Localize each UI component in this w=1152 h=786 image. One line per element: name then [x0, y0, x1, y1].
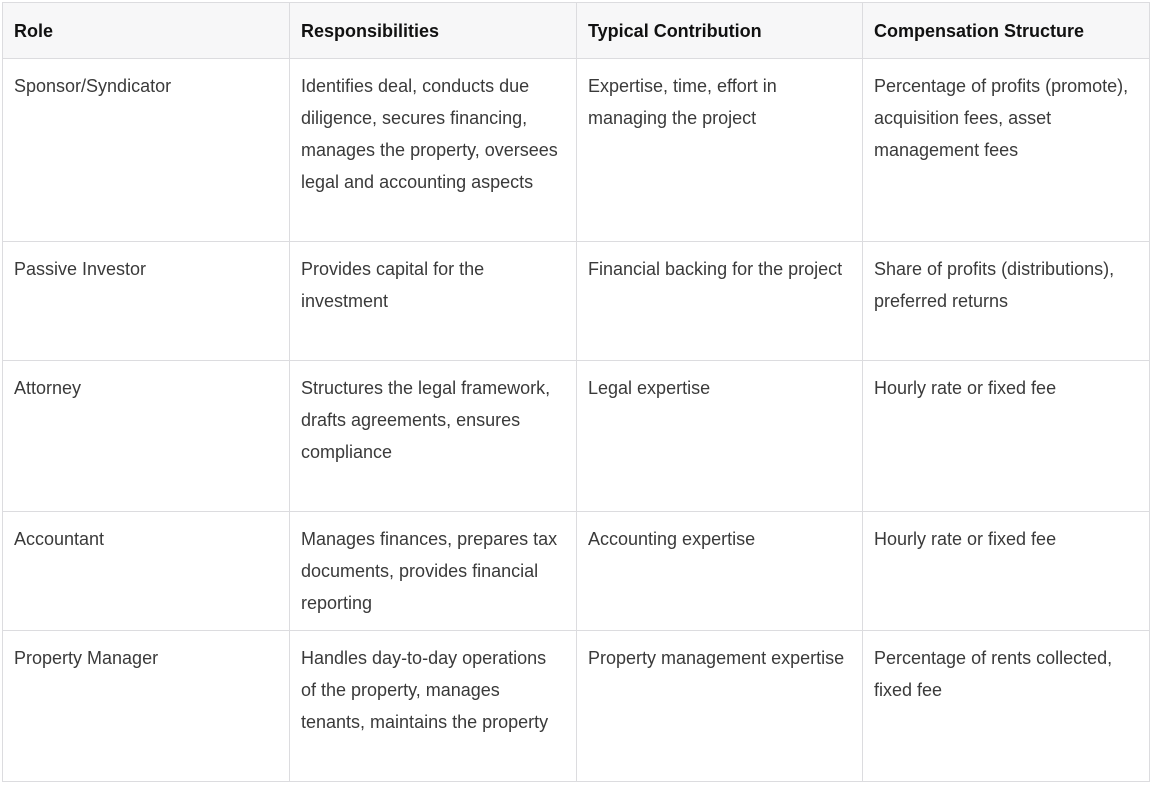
table-body [3, 59, 1150, 782]
cell-compensation: Percentage of profits (promote), acquisition fees, asset management fees [863, 59, 1150, 242]
cell-role: Property Manager [3, 631, 290, 782]
cell-responsibilities: Identifies deal, conducts due diligence, secures financing, manages the property, oversees legal and accounting aspects [290, 59, 577, 242]
table-row [3, 631, 1150, 782]
header-typical-contribution: Typical Contribution [577, 3, 863, 59]
table-row [3, 59, 1150, 242]
roles-table-container [2, 2, 1149, 782]
header-row [3, 3, 1150, 59]
cell-contribution: Financial backing for the project [577, 242, 863, 361]
cell-contribution: Legal expertise [577, 361, 863, 512]
cell-compensation: Share of profits (distributions), preferred returns [863, 242, 1150, 361]
cell-compensation: Hourly rate or fixed fee [863, 361, 1150, 512]
table-row [3, 512, 1150, 631]
cell-responsibilities: Handles day-to-day operations of the property, manages tenants, maintains the property [290, 631, 577, 782]
cell-role: Accountant [3, 512, 290, 631]
cell-role: Sponsor/Syndicator [3, 59, 290, 242]
cell-compensation: Hourly rate or fixed fee [863, 512, 1150, 631]
cell-responsibilities: Manages finances, prepares tax documents, provides financial reporting [290, 512, 577, 631]
cell-role: Passive Investor [3, 242, 290, 361]
cell-compensation: Percentage of rents collected, fixed fee [863, 631, 1150, 782]
cell-contribution: Property management expertise [577, 631, 863, 782]
header-compensation-structure: Compensation Structure [863, 3, 1150, 59]
cell-contribution: Accounting expertise [577, 512, 863, 631]
roles-table [2, 2, 1150, 782]
cell-responsibilities: Structures the legal framework, drafts agreements, ensures compliance [290, 361, 577, 512]
header-role: Role [3, 3, 290, 59]
cell-responsibilities: Provides capital for the investment [290, 242, 577, 361]
cell-role: Attorney [3, 361, 290, 512]
cell-contribution: Expertise, time, effort in managing the project [577, 59, 863, 242]
table-row [3, 361, 1150, 512]
header-responsibilities: Responsibilities [290, 3, 577, 59]
table-row [3, 242, 1150, 361]
table-header [3, 3, 1150, 59]
